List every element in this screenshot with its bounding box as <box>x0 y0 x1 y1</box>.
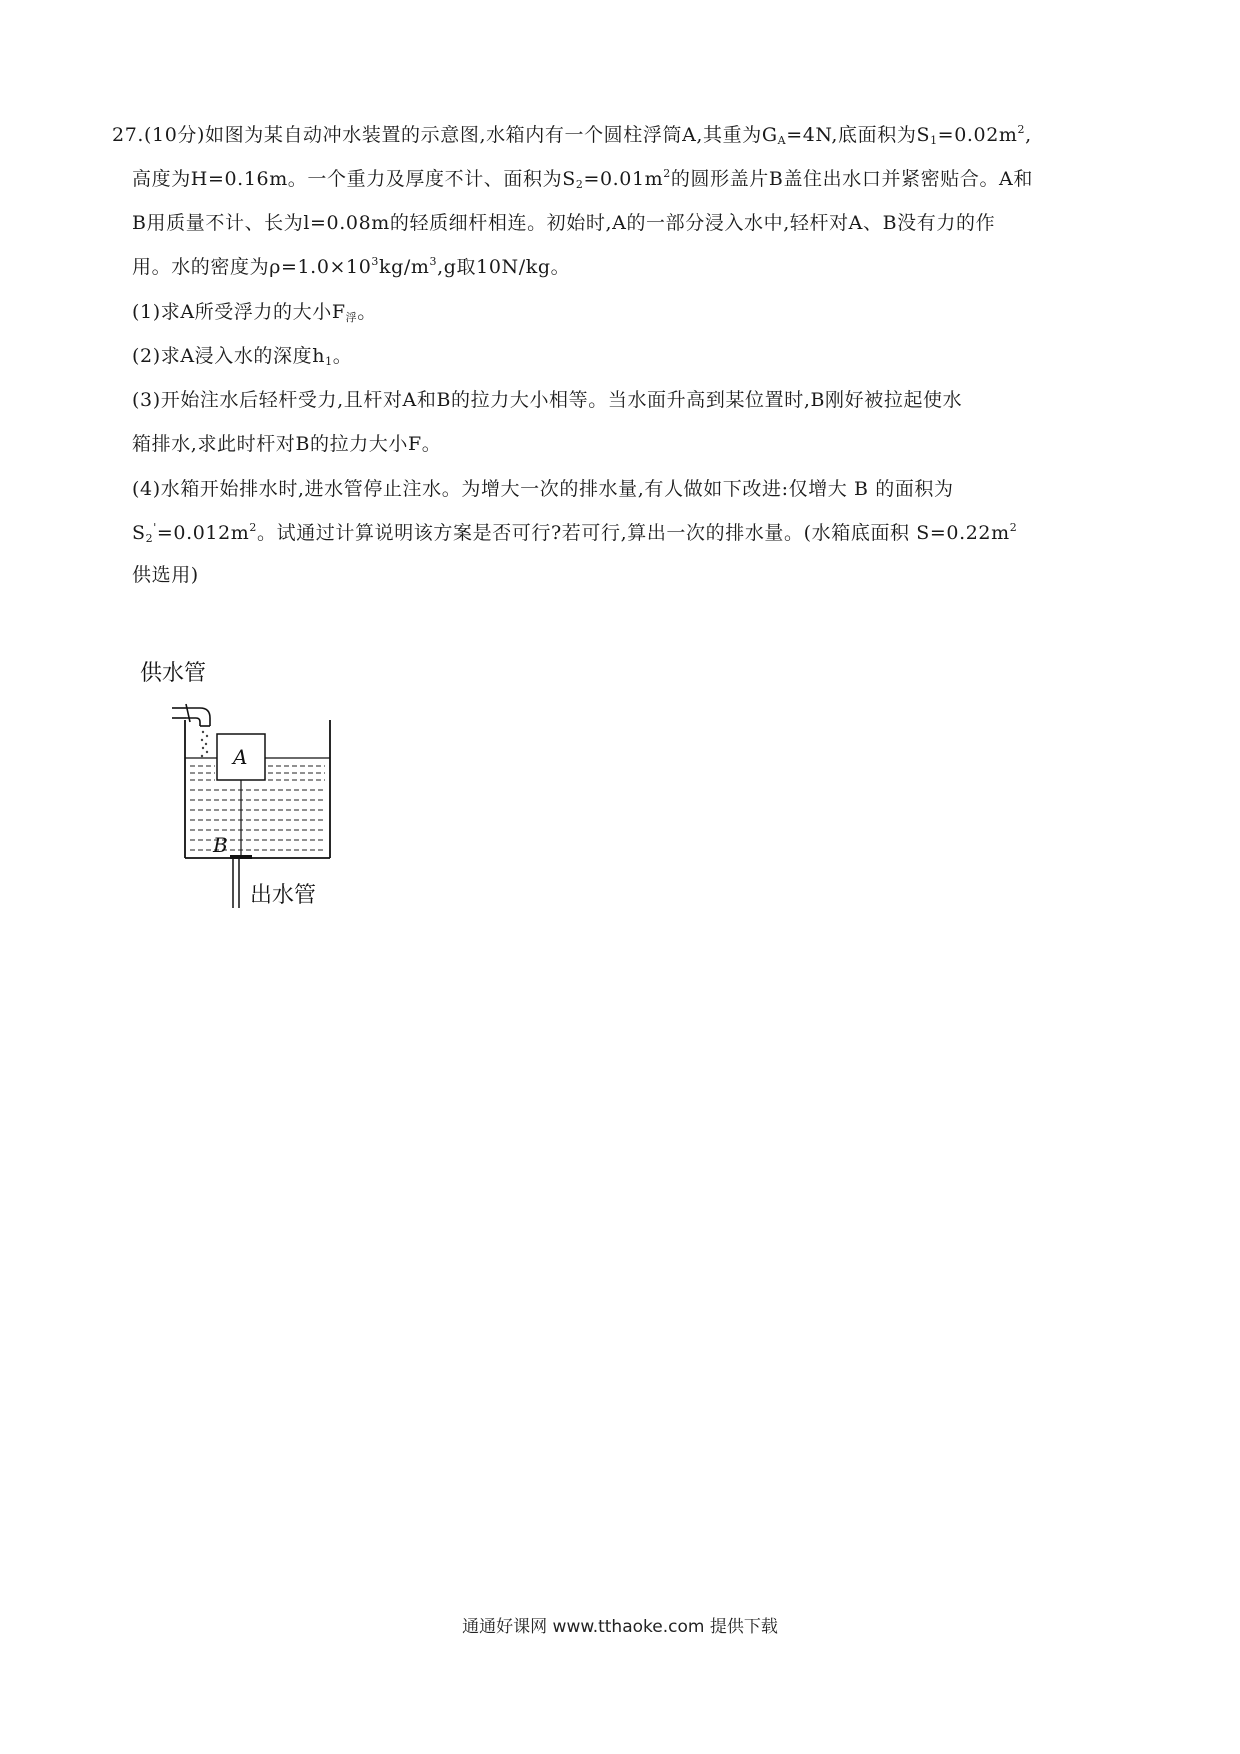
intro-line-2: 高度为H=0.16m。一个重力及厚度不计、面积为$S_2=0.01m^2$的圆形盖片B盖住出水口并紧密贴合。A和 <box>132 167 1033 191</box>
lid-label-b: B <box>213 833 228 857</box>
float-label-a: A <box>233 745 248 769</box>
outlet-pipe <box>233 859 239 908</box>
sub-question-1: (1)求A所受浮力的大小$F_浮$。 <box>132 301 377 324</box>
intro-line-1: 27.(10分)如图为某自动冲水装置的示意图,水箱内有一个圆柱浮筒A,其重为$G_A=4N$,底面积为$S_1=0.02m^2$, <box>112 123 1032 147</box>
sub-question-4-line-2: $S_2'=0.012m^2$。试通过计算说明该方案是否可行?若可行,算出一次的排水量。(水箱底面积 $S=0.22m^2$ <box>132 521 1018 545</box>
sub-question-3-line-1: (3)开始注水后轻杆受力,且杆对A和B的拉力大小相等。当水面升高到某位置时,B刚好被拉起使水 <box>132 389 963 411</box>
footer-source: 通通好课网 www.tthaoke.com 提供下载 <box>462 1617 778 1637</box>
flush-device-diagram <box>140 660 380 920</box>
sub-question-4-line-1: (4)水箱开始排水时,进水管停止注水。为增大一次的排水量,有人做如下改进:仅增大 B 的面积为 <box>132 478 954 500</box>
question-number: 27. <box>112 124 145 146</box>
intro-line-3: B用质量不计、长为l=0.08m的轻质细杆相连。初始时,A的一部分浸入水中,轻杆对A、B没有力的作 <box>132 212 996 234</box>
water-stream <box>201 731 208 757</box>
lid-b <box>230 855 252 859</box>
question-score: (10分) <box>144 124 206 146</box>
supply-pipe <box>172 704 210 726</box>
supply-pipe-label: 供水管 <box>140 661 207 686</box>
sub-question-3-line-2: 箱排水,求此时杆对B的拉力大小F。 <box>132 433 442 455</box>
sub-question-2: (2)求A浸入水的深度$h_1$。 <box>132 345 353 368</box>
sub-question-4-line-3: 供选用) <box>132 564 199 586</box>
intro-line-4: 用。水的密度为$\rho=1.0\times 10^3kg/m^3,g$取10N/kg。 <box>132 255 571 278</box>
outlet-pipe-label: 出水管 <box>250 883 317 908</box>
